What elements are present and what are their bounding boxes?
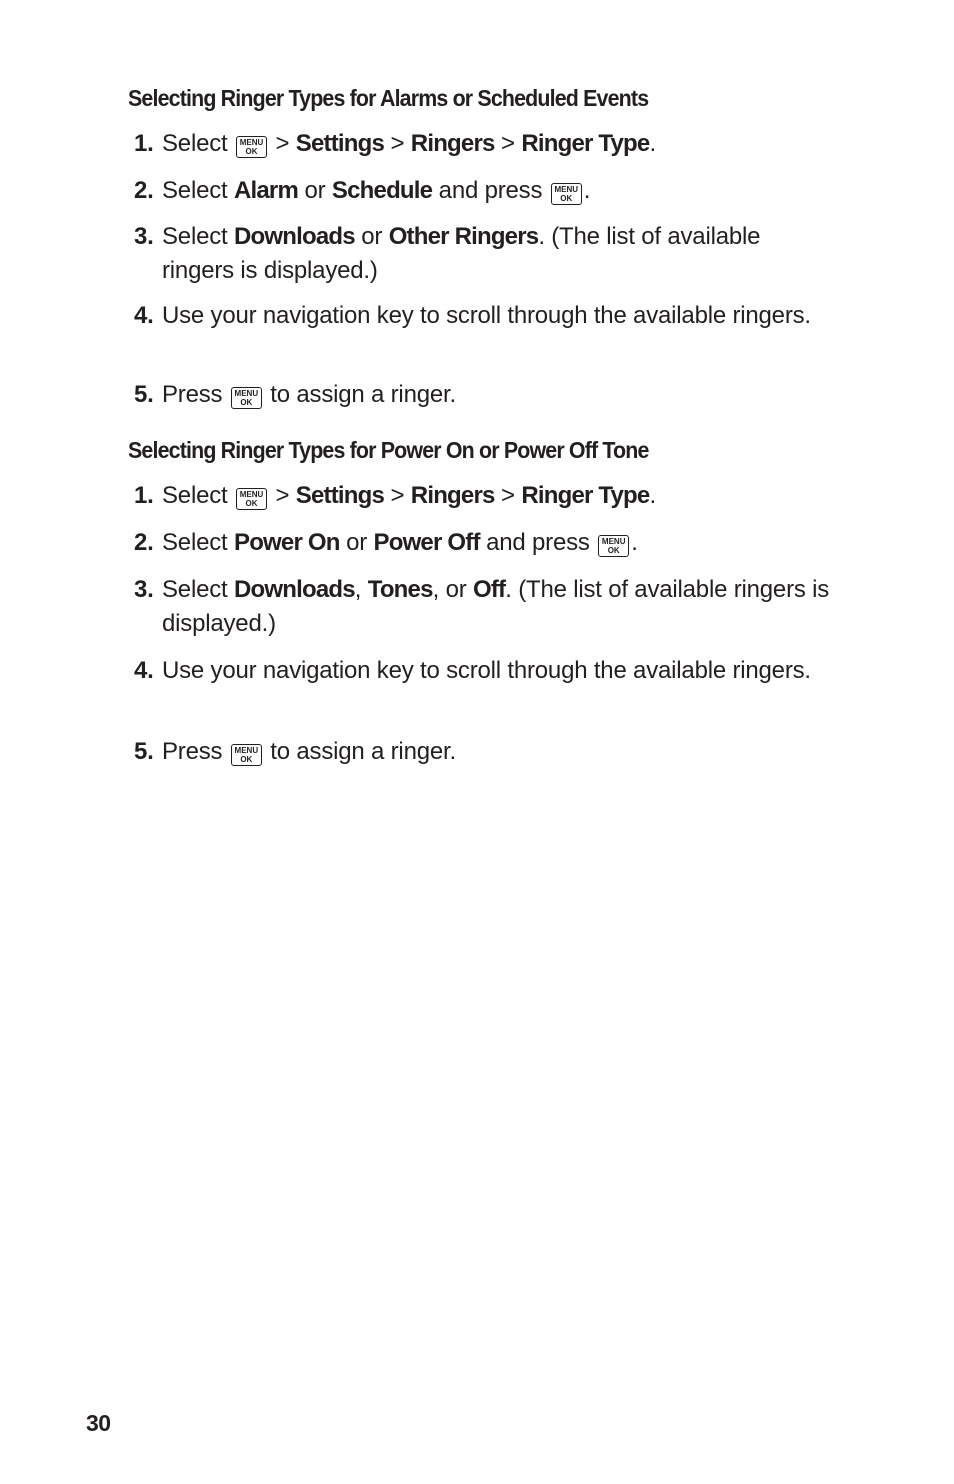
step-text bbox=[162, 127, 830, 161]
step-text-run: . bbox=[649, 130, 656, 157]
step-text-run: Select bbox=[162, 223, 234, 250]
step-text-run: or bbox=[354, 223, 389, 250]
menu-path-keyword: Other Ringers bbox=[388, 223, 539, 250]
step-number: 3. bbox=[134, 576, 154, 603]
step-text-run: Use your navigation key to scroll through the available ringers. bbox=[162, 657, 811, 684]
step-number: 2. bbox=[134, 529, 154, 556]
menu-ok-key-icon bbox=[236, 136, 267, 158]
step-text-run: > bbox=[268, 482, 296, 509]
step-text bbox=[162, 479, 830, 513]
step-text-run: Select bbox=[162, 482, 234, 509]
menu-path-keyword: Downloads bbox=[233, 223, 355, 250]
step-text-run: Select bbox=[162, 130, 234, 157]
step-text bbox=[162, 526, 830, 560]
menu-path-keyword: Settings bbox=[295, 130, 385, 157]
step-power-5 bbox=[130, 735, 830, 769]
menu-path-keyword: Tones bbox=[367, 576, 433, 603]
step-text-run: , or bbox=[432, 576, 473, 603]
ok-key-label: OK bbox=[245, 499, 258, 508]
menu-path-keyword: Ringer Type bbox=[521, 130, 650, 157]
step-text-run: Use your navigation key to scroll through the available ringers. bbox=[162, 302, 811, 329]
step-text-run: , bbox=[354, 576, 368, 603]
step-number: 2. bbox=[134, 177, 154, 204]
step-alarms-2 bbox=[130, 174, 830, 208]
step-power-1 bbox=[130, 479, 830, 513]
step-text-run: . (The list of available ringers is displayed.) bbox=[162, 576, 830, 637]
step-text-run: or bbox=[298, 177, 332, 204]
menu-key-label: MENU bbox=[239, 138, 264, 147]
step-text-run: > bbox=[494, 482, 522, 509]
menu-key-label: MENU bbox=[601, 537, 626, 546]
step-text bbox=[162, 378, 830, 412]
step-text-run: to assign a ringer. bbox=[263, 738, 456, 765]
step-number: 1. bbox=[134, 482, 154, 509]
menu-path-keyword: Power Off bbox=[373, 529, 480, 556]
menu-ok-key-icon bbox=[231, 387, 262, 409]
step-number: 1. bbox=[134, 130, 154, 157]
step-text-run: Select bbox=[162, 177, 234, 204]
ok-key-label: OK bbox=[240, 755, 253, 764]
step-text-run: . (The list of available ringers is displayed.) bbox=[162, 223, 761, 284]
step-text-run: . bbox=[631, 529, 638, 556]
page-number: 30 bbox=[86, 1410, 111, 1436]
step-power-2 bbox=[130, 526, 830, 560]
step-alarms-3 bbox=[130, 220, 830, 288]
step-number: 3. bbox=[134, 223, 154, 250]
step-text-run: . bbox=[583, 177, 591, 204]
step-number: 4. bbox=[134, 657, 154, 684]
step-text-run: Select bbox=[162, 576, 234, 603]
step-text-run: > bbox=[384, 482, 411, 509]
step-text-run: and press bbox=[432, 177, 549, 204]
menu-key-label: MENU bbox=[234, 746, 259, 755]
step-text-run: > bbox=[268, 130, 296, 157]
step-text-run: to assign a ringer. bbox=[263, 381, 456, 408]
menu-path-keyword: Ringer Type bbox=[521, 482, 650, 509]
step-number: 4. bbox=[134, 302, 154, 329]
step-power-3 bbox=[130, 573, 830, 641]
menu-path-keyword: Power On bbox=[233, 529, 340, 556]
step-text-run: and press bbox=[479, 529, 597, 556]
ok-key-label: OK bbox=[560, 194, 573, 203]
step-text bbox=[162, 299, 830, 333]
step-text-run: Select bbox=[162, 529, 234, 556]
section-heading-power: Selecting Ringer Types for Power On or Power Off Tone bbox=[128, 437, 649, 463]
section-heading-alarms: Selecting Ringer Types for Alarms or Scheduled Events bbox=[128, 85, 649, 111]
step-text-run: or bbox=[339, 529, 374, 556]
step-text-run: Press bbox=[162, 738, 229, 765]
menu-ok-key-icon bbox=[236, 488, 267, 510]
menu-ok-key-icon bbox=[598, 535, 629, 557]
menu-key-label: MENU bbox=[239, 490, 264, 499]
step-number: 5. bbox=[134, 381, 154, 408]
step-text bbox=[162, 735, 830, 769]
ok-key-label: OK bbox=[240, 398, 253, 407]
step-text bbox=[162, 174, 830, 208]
step-text bbox=[162, 573, 830, 641]
step-alarms-1 bbox=[130, 127, 830, 161]
menu-key-label: MENU bbox=[554, 185, 579, 194]
ok-key-label: OK bbox=[245, 147, 258, 156]
menu-path-keyword: Ringers bbox=[410, 130, 495, 157]
step-text bbox=[162, 220, 830, 288]
step-power-4 bbox=[130, 654, 830, 688]
step-alarms-5 bbox=[130, 378, 830, 412]
menu-path-keyword: Downloads bbox=[233, 576, 355, 603]
menu-ok-key-icon bbox=[231, 744, 262, 766]
step-text-run: Press bbox=[162, 381, 229, 408]
menu-path-keyword: Alarm bbox=[233, 177, 299, 204]
menu-path-keyword: Off bbox=[473, 576, 506, 603]
menu-path-keyword: Settings bbox=[295, 482, 385, 509]
step-text-run: > bbox=[384, 130, 411, 157]
step-text bbox=[162, 654, 830, 688]
menu-ok-key-icon bbox=[551, 183, 582, 205]
menu-path-keyword: Ringers bbox=[410, 482, 495, 509]
step-alarms-4 bbox=[130, 299, 830, 333]
menu-path-keyword: Schedule bbox=[331, 177, 433, 204]
step-text-run: > bbox=[494, 130, 522, 157]
step-number: 5. bbox=[134, 738, 154, 765]
step-text-run: . bbox=[649, 482, 656, 509]
menu-key-label: MENU bbox=[234, 389, 259, 398]
ok-key-label: OK bbox=[607, 546, 620, 555]
